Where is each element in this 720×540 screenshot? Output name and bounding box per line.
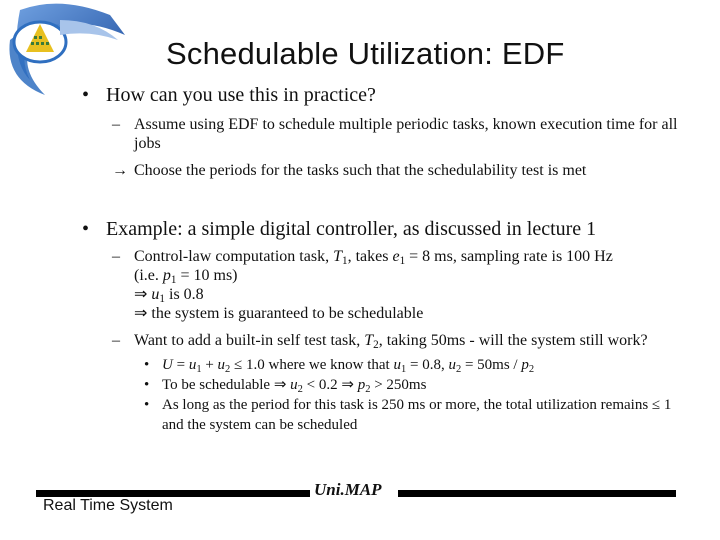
bullet-to-be-schedulable: • To be schedulable ⇒ $u_2 < 0.2$ ⇒ $p_2 > 250ms$ [144,377,427,395]
bullet-dot-icon: • [144,377,150,393]
bullet-dot-icon: • [144,357,150,373]
bullet-dot-icon: • [144,397,150,413]
footer-divider-left [36,490,310,497]
dash-icon: – [112,116,120,133]
footer-logo: Uni.MAP [314,480,382,499]
slide-content [76,84,696,435]
bullet-example: • Example: a simple digital controller, as discussed in lecture 1 [82,218,597,240]
bullet-utilization-eq: • $U = u_1 + u_2 \le 1.0$ where we know that $u_1 = 0.8$, $u_2 = 50ms / p_2$ [144,357,535,375]
slide-title: Schedulable Utilization: EDF [166,36,565,71]
bullet-dot-icon: • [82,218,90,240]
bullet-period-conclusion: • As long as the period for this task is 250 ms or more, the total utilization remains ≤ 1 and the system can be scheduled [144,397,672,433]
dash-icon: – [112,248,120,265]
bullet-choose-periods: → Choose the periods for the tasks such that the schedulability test is met [112,162,587,179]
arrow-icon: → [112,162,128,179]
bullet-self-test: – Want to add a built-in self test task, $T_2$, taking 50ms - will the system still work? [112,332,648,351]
dash-icon: – [112,332,120,349]
bullet-control-law: – Control-law computation task, $T_1$, takes $e_1 = 8$ ms, sampling rate is 100 Hz (i.e. $p_1 = 10$ ms) ⇒ $u_1$ is 0.8 ⇒ the system is guaranteed to be schedulable [112,248,613,322]
footer-divider-right [398,490,676,497]
bullet-dot-icon: • [82,84,90,106]
bullet-assume-edf: – Assume using EDF to schedule multiple periodic tasks, known execution time for all jobs [112,116,678,152]
footer-course-name: Real Time System [43,497,173,514]
bullet-practice: • How can you use this in practice? [82,84,376,106]
